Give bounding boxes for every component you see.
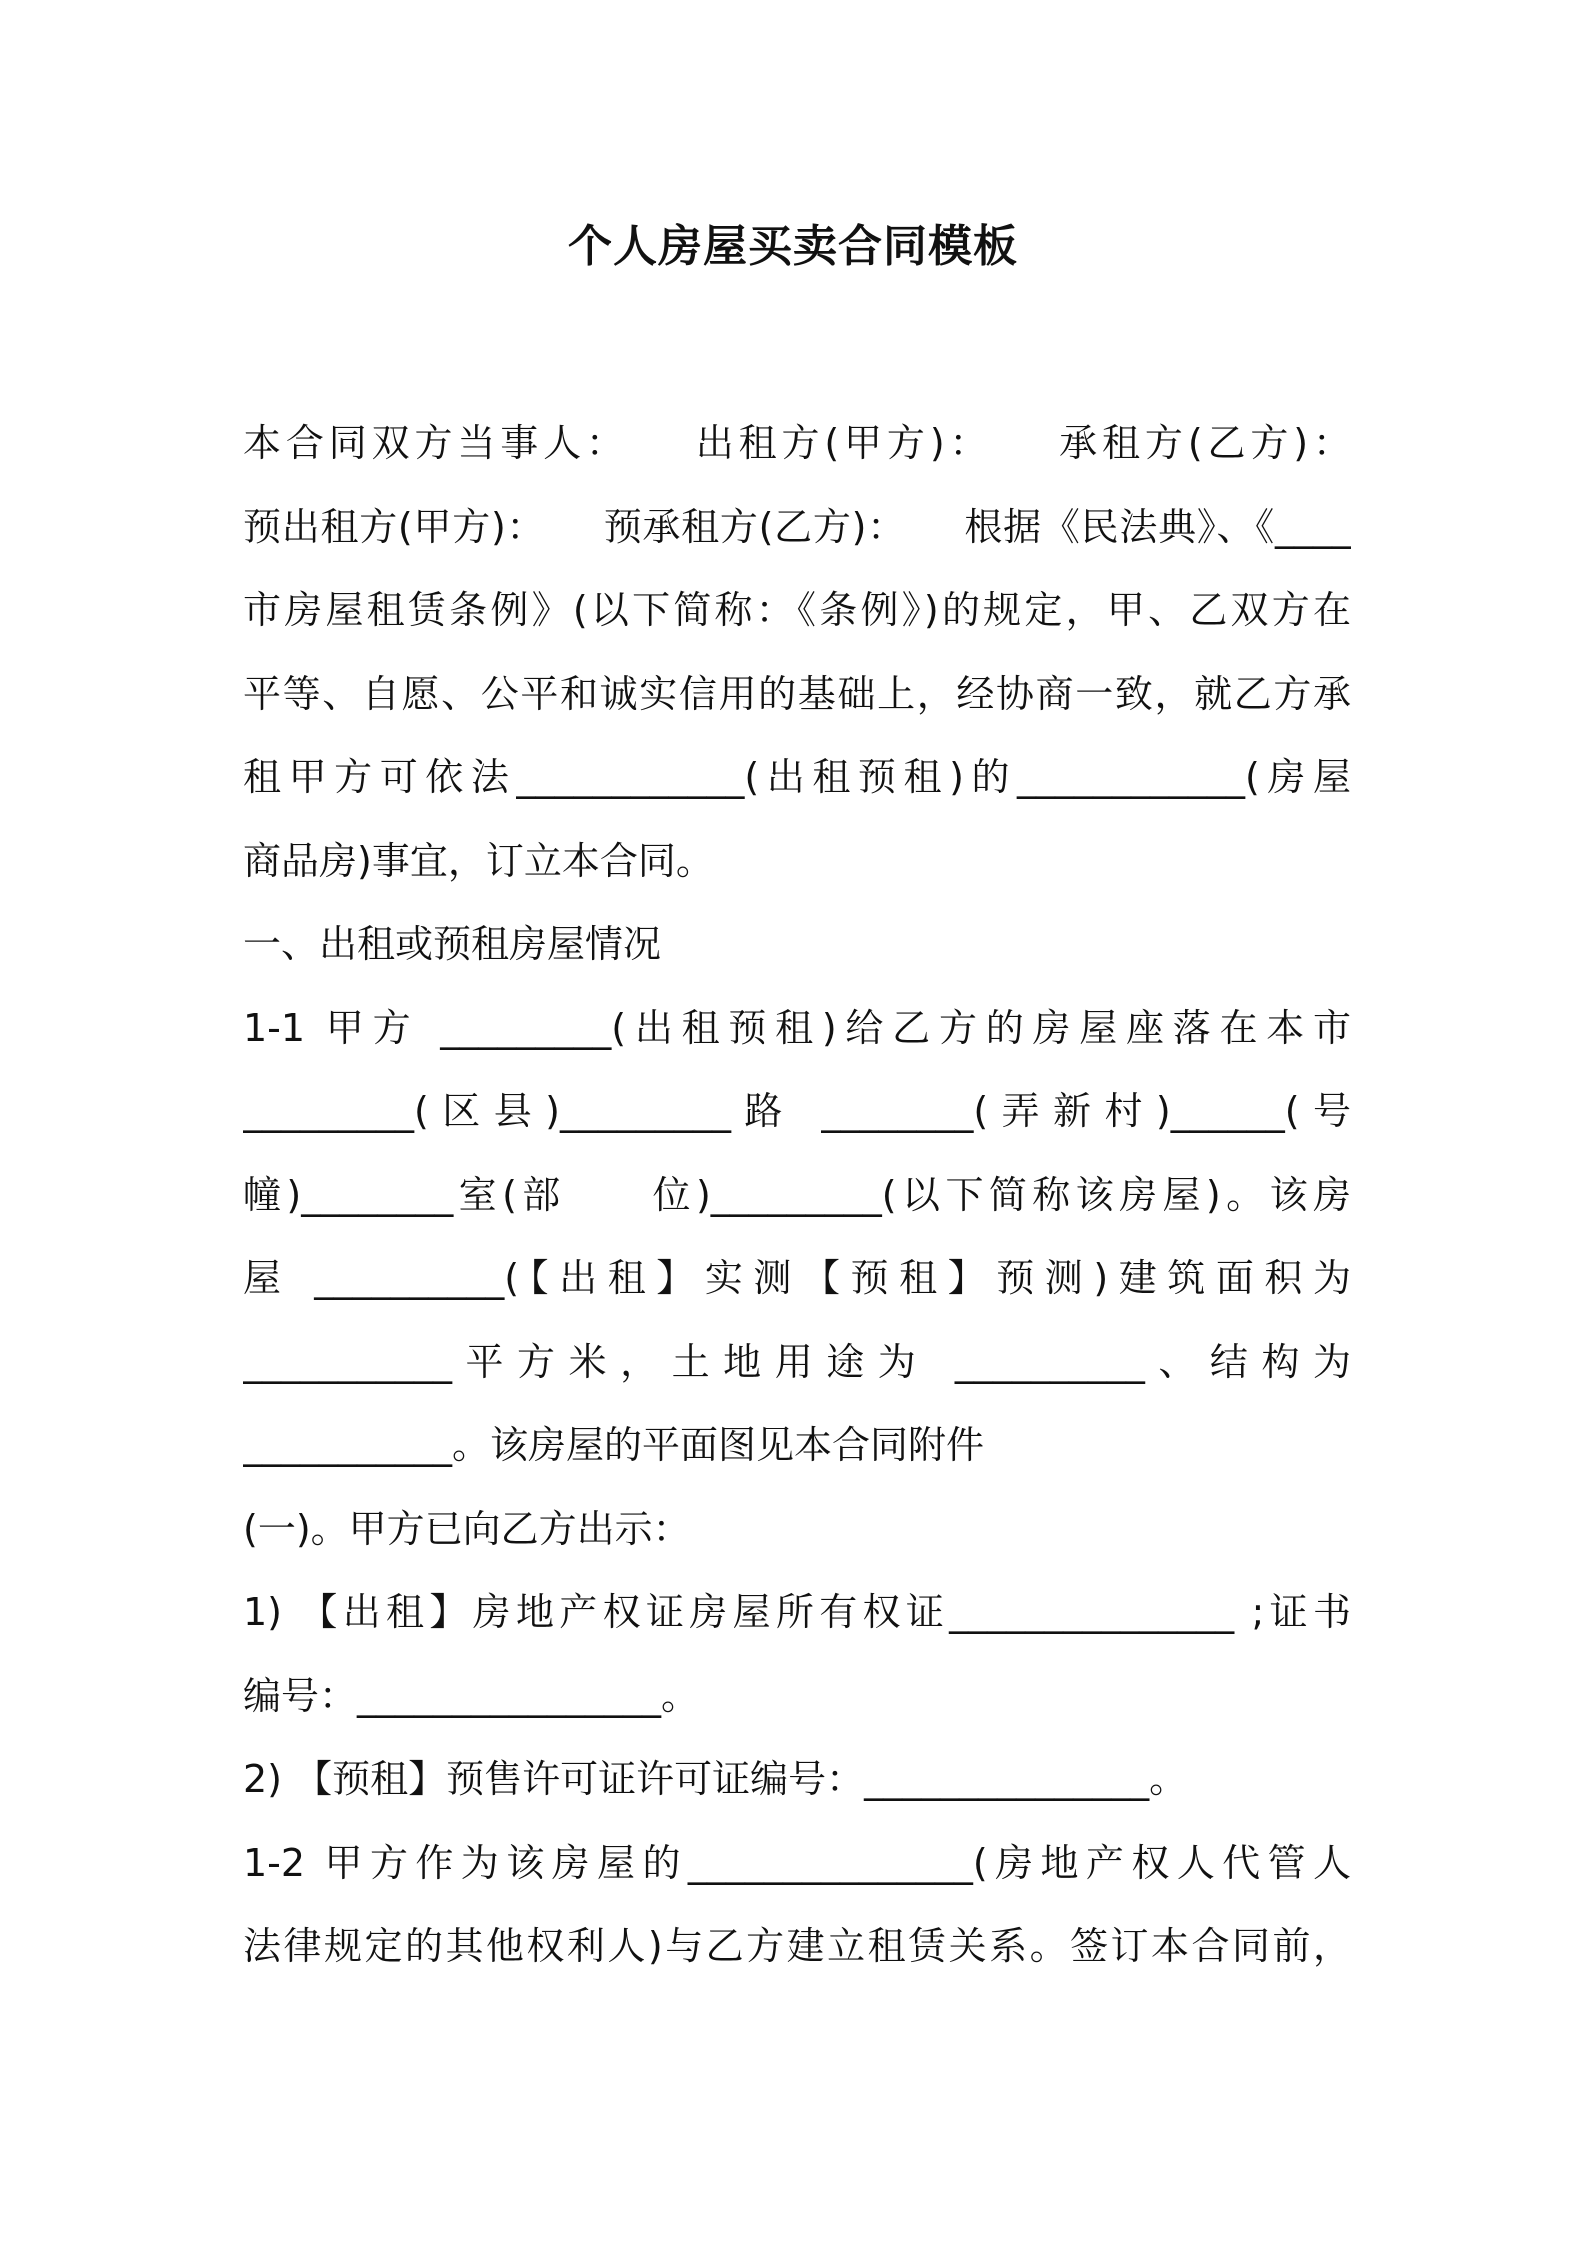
paragraph-line: ___________平方米，土地用途为 __________、结构为 (243, 1339, 1351, 1384)
paragraph-line: 平等、自愿、公平和诚实信用的基础上，经协商一致，就乙方承 (243, 671, 1351, 716)
paragraph-line: 租甲方可依法____________(出租预租)的____________(房屋 (243, 755, 1351, 799)
section-heading: 一、出租或预租房屋情况 (243, 922, 662, 966)
paragraph-line: 1-1 甲方 _________(出租预租)给乙方的房屋座落在本市 (243, 1005, 1351, 1050)
paragraph-line: 本合同双方当事人： 出租方(甲方)： 承租方(乙方)： (243, 421, 1351, 465)
paragraph-line: (一)。甲方已向乙方出示： (243, 1506, 691, 1551)
paragraph-line: 1) 【出租】房地产权证房屋所有权证_______________ ;证书 (243, 1590, 1351, 1634)
document-title: 个人房屋买卖合同模板 (568, 221, 1018, 272)
paragraph-line: 预出租方(甲方)： 预承租方(乙方)： 根据《民法典》、《____ (243, 504, 1351, 549)
paragraph-line: 编号：________________。 (243, 1673, 700, 1718)
paragraph-line: 法律规定的其他权利人)与乙方建立租赁关系。签订本合同前， (243, 1924, 1351, 1968)
paragraph-line: 屋 __________(【出租】实测【预租】预测)建筑面积为 (243, 1256, 1351, 1300)
paragraph-line: 幢)________室(部 位)_________(以下简称该房屋)。该房 (243, 1172, 1351, 1217)
paragraph-line: ___________。该房屋的平面图见本合同附件 (243, 1423, 985, 1467)
paragraph-line: 2) 【预租】预售许可证许可证编号：_______________。 (243, 1757, 1188, 1801)
contract-body (243, 402, 1351, 1989)
paragraph-line: 市房屋租赁条例》(以下简称：《条例》)的规定，甲、乙双方在 (243, 588, 1351, 632)
paragraph-line: 商品房)事宜，订立本合同。 (243, 838, 714, 883)
paragraph-line: 1-2 甲方作为该房屋的_______________(房地产权人代管人 (243, 1840, 1351, 1885)
paragraph-line: _________(区县)_________路 ________(弄新村)______(号 (243, 1089, 1351, 1133)
